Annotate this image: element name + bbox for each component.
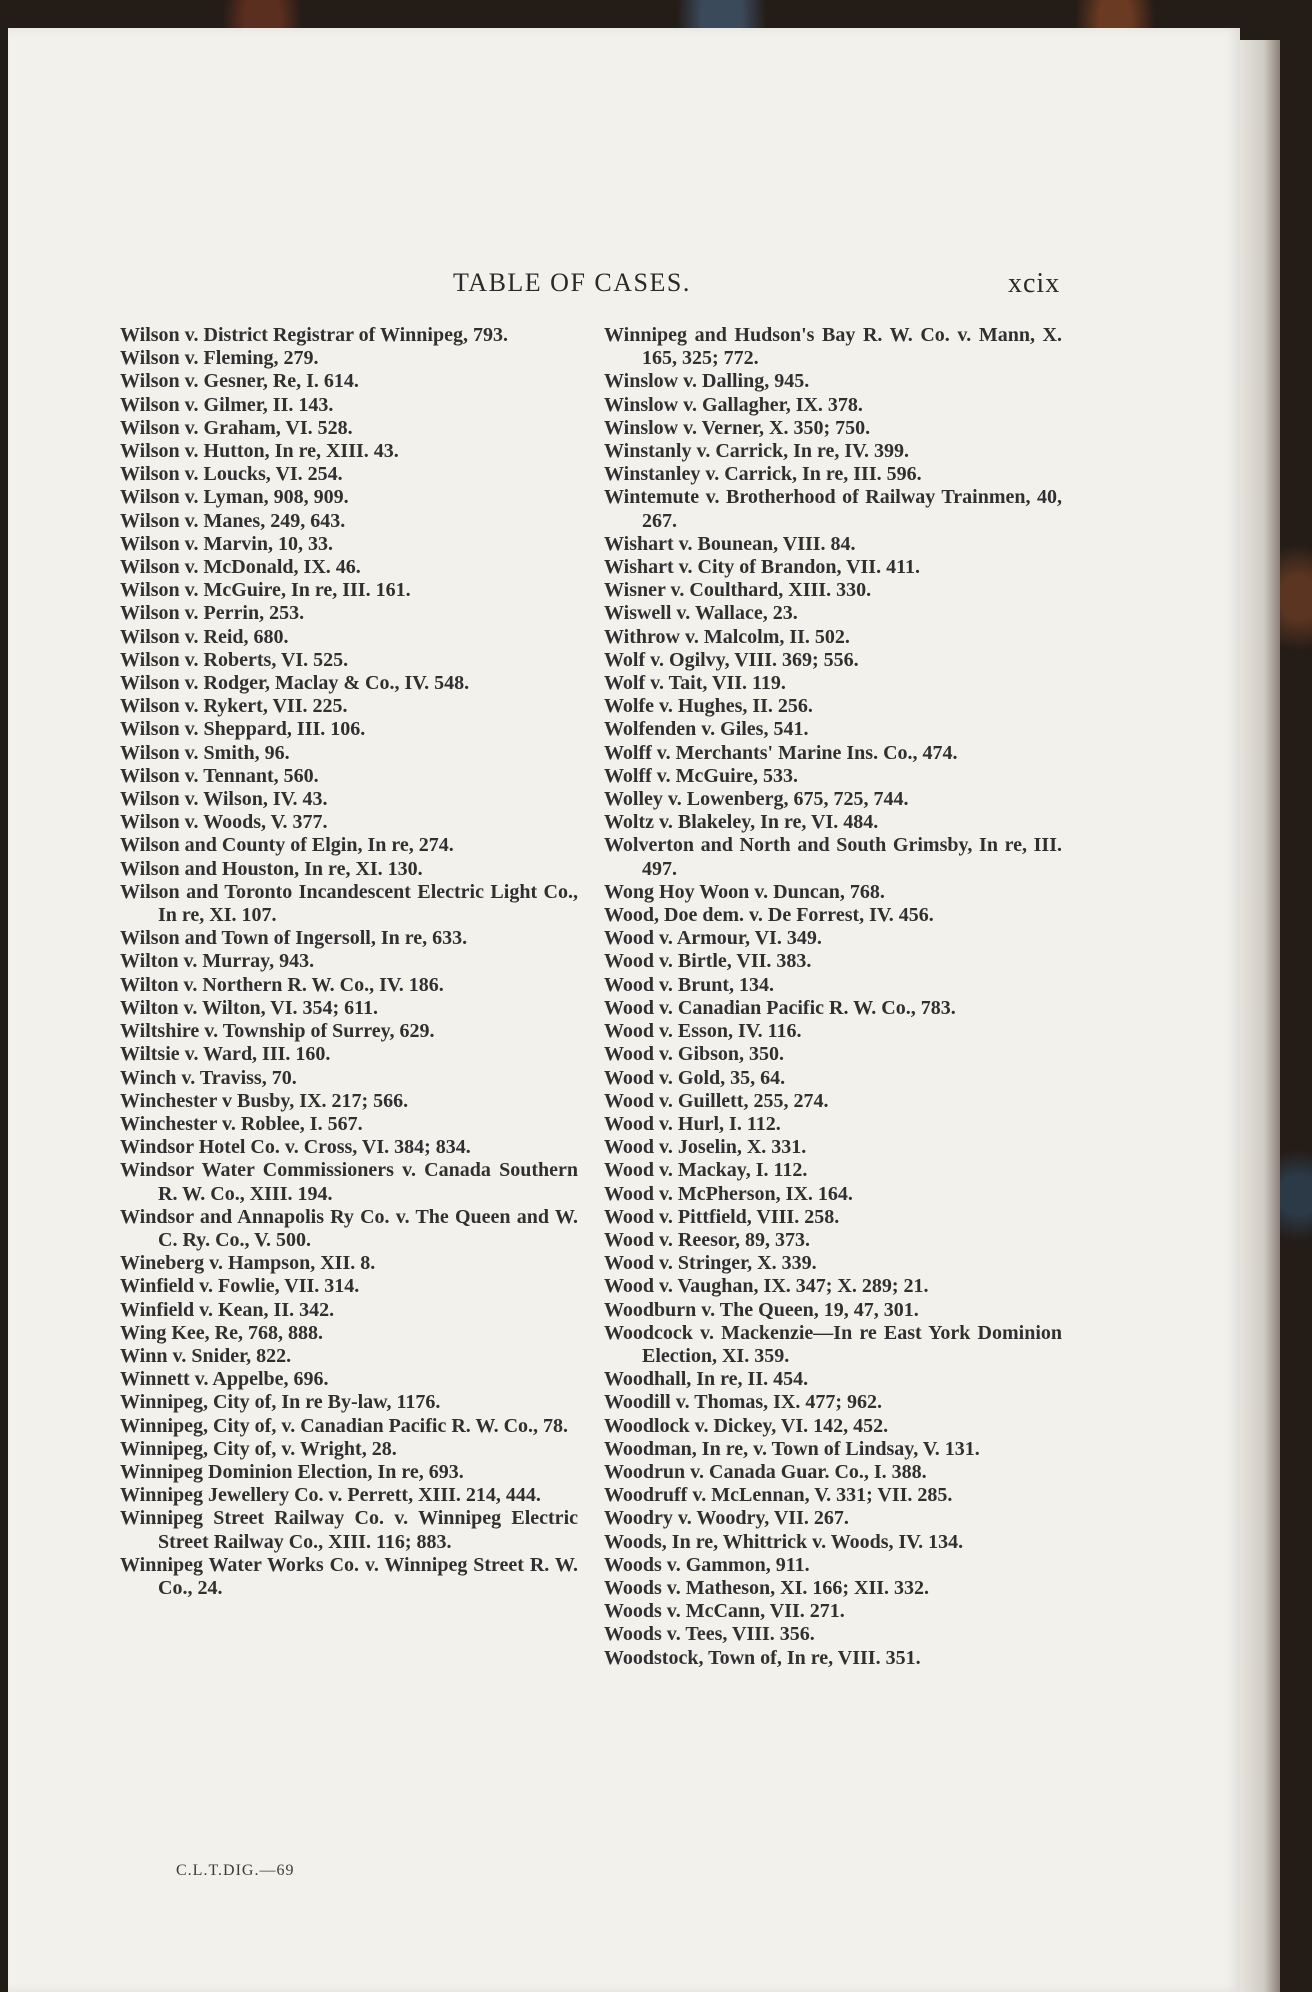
case-entry: Withrow v. Malcolm, II. 502. <box>604 625 850 648</box>
case-entry: Wilson and Houston, In re, XI. 130. <box>120 857 423 880</box>
case-entry: Wilson v. Gilmer, II. 143. <box>120 393 334 416</box>
case-entry: Windsor and Annapolis Ry Co. v. The Queen and W. C. Ry. Co., V. 500. <box>120 1205 578 1251</box>
case-entry: Wood v. Pittfield, VIII. 258. <box>604 1205 840 1228</box>
case-entry: Wilson v. Woods, V. 377. <box>120 811 328 834</box>
case-entry: Woods v. McCann, VII. 271. <box>604 1600 845 1623</box>
right-column <box>604 324 1062 1670</box>
case-entry: Wilson v. Loucks, VI. 254. <box>120 463 343 486</box>
case-entry: Wolff v. McGuire, 533. <box>604 764 799 787</box>
case-entry: Winnipeg Jewellery Co. v. Perrett, XIII. 214, 444. <box>120 1484 541 1507</box>
case-entry: Winslow v. Gallagher, IX. 378. <box>604 393 863 416</box>
case-entry: Winstanly v. Carrick, In re, IV. 399. <box>604 440 910 463</box>
case-entry: Wilson v. McGuire, In re, III. 161. <box>120 579 411 602</box>
case-entry: Wood v. Reesor, 89, 373. <box>604 1228 810 1251</box>
page-edge <box>1240 40 1280 1992</box>
case-entry: Wood v. Guillett, 255, 274. <box>604 1089 829 1112</box>
case-entry: Wilson v. Manes, 249, 643. <box>120 509 346 532</box>
case-entry: Wiltsie v. Ward, III. 160. <box>120 1043 331 1066</box>
case-entry: Winchester v. Roblee, I. 567. <box>120 1112 363 1135</box>
case-entry: Woodruff v. McLennan, V. 331; VII. 285. <box>604 1484 953 1507</box>
case-entry: Wilson and Toronto Incandescent Electric Light Co., In re, XI. 107. <box>120 880 578 927</box>
case-entry: Wishart v. Bounean, VIII. 84. <box>604 532 856 555</box>
case-entry: Wineberg v. Hampson, XII. 8. <box>120 1252 376 1275</box>
case-entry: Wilson v. Wilson, IV. 43. <box>120 788 328 811</box>
case-entry: Wood v. Joselin, X. 331. <box>604 1136 807 1159</box>
case-entry: Winchester v Busby, IX. 217; 566. <box>120 1089 409 1112</box>
left-column <box>120 324 578 1600</box>
case-entry: Wood v. Armour, VI. 349. <box>604 927 822 950</box>
case-entry: Wolff v. Merchants' Marine Ins. Co., 474. <box>604 741 958 764</box>
case-entry: Woodry v. Woodry, VII. 267. <box>604 1507 849 1530</box>
case-entry: Wilton v. Wilton, VI. 354; 611. <box>120 996 379 1019</box>
case-entry: Woodlock v. Dickey, VI. 142, 452. <box>604 1414 889 1437</box>
case-entry: Wing Kee, Re, 768, 888. <box>120 1321 323 1344</box>
case-entry: Wilson v. Tennant, 560. <box>120 764 319 787</box>
case-entry: Wilson v. Perrin, 253. <box>120 602 305 625</box>
case-entry: Woodhall, In re, II. 454. <box>604 1368 809 1391</box>
case-entry: Winslow v. Verner, X. 350; 750. <box>604 416 871 439</box>
case-entry: Wood v. McPherson, IX. 164. <box>604 1182 853 1205</box>
case-entry: Wilson and Town of Ingersoll, In re, 633. <box>120 927 468 950</box>
case-entry: Woods, In re, Whittrick v. Woods, IV. 134. <box>604 1530 964 1553</box>
case-entry: Windsor Hotel Co. v. Cross, VI. 384; 834. <box>120 1136 471 1159</box>
case-entry: Wilson v. Hutton, In re, XIII. 43. <box>120 440 399 463</box>
case-entry: Wood, Doe dem. v. De Forrest, IV. 456. <box>604 904 934 927</box>
case-entry: Wood v. Birtle, VII. 383. <box>604 950 812 973</box>
case-entry: Wolf v. Ogilvy, VIII. 369; 556. <box>604 648 859 671</box>
case-entry: Wilson v. McDonald, IX. 46. <box>120 556 361 579</box>
case-entry: Wood v. Esson, IV. 116. <box>604 1020 802 1043</box>
case-entry: Woodrun v. Canada Guar. Co., I. 388. <box>604 1460 927 1483</box>
case-entry: Wiltshire v. Township of Surrey, 629. <box>120 1020 435 1043</box>
case-entry: Wilson v. Reid, 680. <box>120 625 289 648</box>
case-entry: Winnett v. Appelbe, 696. <box>120 1368 329 1391</box>
case-entry: Wilson v. Rodger, Maclay & Co., IV. 548. <box>120 672 470 695</box>
case-entry: Winstanley v. Carrick, In re, III. 596. <box>604 463 922 486</box>
case-entry: Wolverton and North and South Grimsby, In re, III. 497. <box>604 834 1062 880</box>
case-entry: Wisner v. Coulthard, XIII. 330. <box>604 579 872 602</box>
case-entry: Wood v. Hurl, I. 112. <box>604 1112 781 1135</box>
case-entry: Winnipeg Dominion Election, In re, 693. <box>120 1460 464 1483</box>
case-entry: Winnipeg Water Works Co. v. Winnipeg Street R. W. Co., 24. <box>120 1553 578 1599</box>
case-entry: Wilton v. Northern R. W. Co., IV. 186. <box>120 973 444 996</box>
case-entry: Wilson v. Marvin, 10, 33. <box>120 532 333 555</box>
case-entry: Wilson and County of Elgin, In re, 274. <box>120 834 454 857</box>
case-entry: Wood v. Vaughan, IX. 347; X. 289; 21. <box>604 1275 929 1298</box>
case-entry: Wintemute v. Brotherhood of Railway Trainmen, 40, 267. <box>604 486 1062 532</box>
page-number: xcix <box>1008 268 1061 299</box>
book-page <box>8 28 1240 1992</box>
case-entry: Wood v. Gibson, 350. <box>604 1043 785 1066</box>
case-entry: Wood v. Gold, 35, 64. <box>604 1066 786 1089</box>
case-entry: Winslow v. Dalling, 945. <box>604 370 810 393</box>
case-entry: Woods v. Matheson, XI. 166; XII. 332. <box>604 1576 930 1599</box>
case-entry: Wilson v. Gesner, Re, I. 614. <box>120 370 359 393</box>
case-entry: Wilson v. Lyman, 908, 909. <box>120 486 349 509</box>
case-entry: Woodstock, Town of, In re, VIII. 351. <box>604 1646 921 1669</box>
case-entry: Winnipeg, City of, v. Wright, 28. <box>120 1437 397 1460</box>
case-entry: Wilson v. Graham, VI. 528. <box>120 416 353 439</box>
case-entry: Woods v. Tees, VIII. 356. <box>604 1623 815 1646</box>
case-entry: Windsor Water Commissioners v. Canada Southern R. W. Co., XIII. 194. <box>120 1159 578 1205</box>
case-entry: Woodburn v. The Queen, 19, 47, 301. <box>604 1298 919 1321</box>
running-title: TABLE OF CASES. <box>453 268 691 297</box>
page-header <box>8 268 1240 308</box>
case-entry: Wolfe v. Hughes, II. 256. <box>604 695 813 718</box>
case-entry: Wood v. Mackay, I. 112. <box>604 1159 808 1182</box>
case-entry: Wolfenden v. Giles, 541. <box>604 718 809 741</box>
case-entry: Wolley v. Lowenberg, 675, 725, 744. <box>604 788 909 811</box>
case-entry: Woltz v. Blakeley, In re, VI. 484. <box>604 811 879 834</box>
case-entry: Wilson v. Roberts, VI. 525. <box>120 648 349 671</box>
case-entry: Wilson v. Rykert, VII. 225. <box>120 695 348 718</box>
case-entry: Winfield v. Fowlie, VII. 314. <box>120 1275 360 1298</box>
case-entry: Wilson v. District Registrar of Winnipeg, 793. <box>120 324 508 346</box>
case-entry: Woodman, In re, v. Town of Lindsay, V. 131. <box>604 1437 980 1460</box>
case-entry: Wood v. Canadian Pacific R. W. Co., 783. <box>604 996 956 1019</box>
case-entry: Wood v. Brunt, 134. <box>604 973 775 996</box>
case-entry: Wolf v. Tait, VII. 119. <box>604 672 786 695</box>
case-entry: Wiswell v. Wallace, 23. <box>604 602 798 625</box>
case-entry: Wilton v. Murray, 943. <box>120 950 315 973</box>
case-entry: Woodcock v. Mackenzie—In re East York Dominion Election, XI. 359. <box>604 1321 1062 1367</box>
case-entry: Winn v. Snider, 822. <box>120 1344 292 1367</box>
case-entry: Winnipeg Street Railway Co. v. Winnipeg Electric Street Railway Co., XIII. 116; 883. <box>120 1507 578 1553</box>
case-entry: Wilson v. Sheppard, III. 106. <box>120 718 366 741</box>
case-entry: Wilson v. Smith, 96. <box>120 741 290 764</box>
case-entry: Winfield v. Kean, II. 342. <box>120 1298 335 1321</box>
case-entry: Wong Hoy Woon v. Duncan, 768. <box>604 880 885 903</box>
case-entry: Winch v. Traviss, 70. <box>120 1066 297 1089</box>
case-entry: Winnipeg, City of, In re By-law, 1176. <box>120 1391 441 1414</box>
case-entry: Wishart v. City of Brandon, VII. 411. <box>604 556 920 579</box>
case-entry: Winnipeg, City of, v. Canadian Pacific R. W. Co., 78. <box>120 1414 569 1437</box>
case-entry: Winnipeg and Hudson's Bay R. W. Co. v. Mann, X. 165, 325; 772. <box>604 324 1062 370</box>
case-entry: Woodill v. Thomas, IX. 477; 962. <box>604 1391 883 1414</box>
case-entry: Wood v. Stringer, X. 339. <box>604 1252 817 1275</box>
printer-signature: C.L.T.DIG.—69 <box>176 1862 295 1879</box>
case-entry: Wilson v. Fleming, 279. <box>120 347 319 370</box>
case-entry: Woods v. Gammon, 911. <box>604 1553 810 1576</box>
